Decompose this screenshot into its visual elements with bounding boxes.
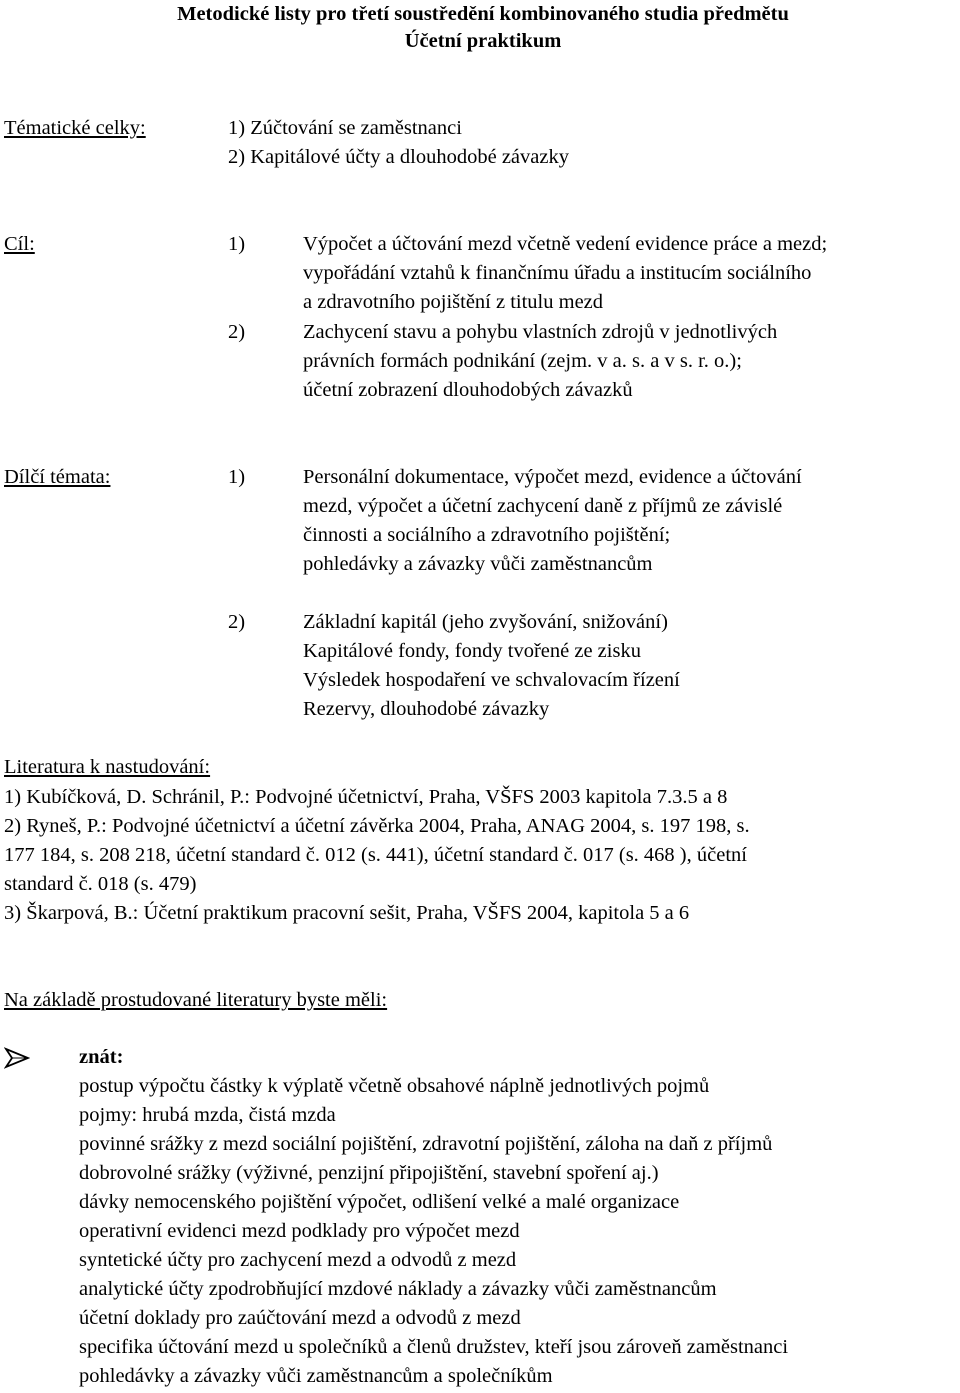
outcome-item: dobrovolné srážky (výživné, penzijní připojištění, stavební spoření aj.) [79,1162,659,1184]
thematic-unit-item: 2) Kapitálové účty a dlouhodobé závazky [228,146,569,168]
subtopics-label: Dílčí témata: [4,466,111,488]
subtopic-item-line: pohledávky a závazky vůči zaměstnancům [303,553,653,575]
outcome-item: účetní doklady pro zaúčtování mezd a odvodů z mezd [79,1307,521,1329]
thematic-unit-item: 1) Zúčtování se zaměstnanci [228,117,462,139]
goal-item-line: Zachycení stavu a pohybu vlastních zdrojů v jednotlivých [303,321,778,343]
page-subtitle: Účetní praktikum [404,30,562,52]
goal-item-number: 1) [228,233,246,255]
thematic-units-label: Tématické celky: [4,117,146,139]
goal-label: Cíl: [4,233,35,255]
outcome-item: pohledávky a závazky vůči zaměstnancům a společníkům [79,1365,553,1387]
goal-item-line: Výpočet a účtování mezd včetně vedení evidence práce a mezd; [303,233,828,255]
goal-item-line: účetní zobrazení dlouhodobých závazků [303,379,633,401]
outcomes-label: Na základě prostudované literatury byste měli: [4,989,388,1011]
outcome-item: analytické účty zpodrobňující mzdové náklady a závazky vůči zaměstnancům [79,1278,717,1300]
subtopic-item-number: 1) [228,466,246,488]
literature-line: 3) Škarpová, B.: Účetní praktikum pracovní sešit, Praha, VŠFS 2004, kapitola 5 a 6 [4,902,690,924]
outcome-item: postup výpočtu částky k výplatě včetně obsahové náplně jednotlivých pojmů [79,1075,710,1097]
literature-line: 1) Kubíčková, D. Schránil, P.: Podvojné účetnictví, Praha, VŠFS 2003 kapitola 7.3.5 a 8 [4,786,728,808]
literature-line: 177 184, s. 208 218, účetní standard č. 012 (s. 441), účetní standard č. 017 (s. 468 ), účetní [4,844,747,866]
goal-item-line: vypořádání vztahů k finančnímu úřadu a institucím sociálního [303,262,812,284]
goal-item-number: 2) [228,321,246,343]
outcome-item: povinné srážky z mezd sociální pojištění, zdravotní pojištění, záloha na daň z příjmů [79,1133,773,1155]
subtopic-item-line: Základní kapitál (jeho zvyšování, snižování) [303,611,668,633]
literature-line: standard č. 018 (s. 479) [4,873,197,895]
literature-line: 2) Ryneš, P.: Podvojné účetnictví a účetní závěrka 2004, Praha, ANAG 2004, s. 197 198, s. [4,815,750,837]
goal-item-line: právních formách podnikání (zejm. v a. s. a v s. r. o.); [303,350,742,372]
outcome-item: syntetické účty pro zachycení mezd a odvodů z mezd [79,1249,517,1271]
subtopic-item-line: činnosti a sociálního a zdravotního pojištění; [303,524,671,546]
outcome-item: operativní evidenci mezd podklady pro výpočet mezd [79,1220,520,1242]
page-title: Metodické listy pro třetí soustředění kombinovaného studia předmětu [177,3,789,25]
outcomes-heading: znát: [79,1046,124,1068]
outcome-item: pojmy: hrubá mzda, čistá mzda [79,1104,336,1126]
subtopic-item-line: mezd, výpočet a účetní zachycení daně z příjmů ze závislé [303,495,783,517]
subtopic-item-line: Personální dokumentace, výpočet mezd, evidence a účtování [303,466,802,488]
subtopic-item-line: Kapitálové fondy, fondy tvořené ze zisku [303,640,641,662]
outcome-item: specifika účtování mezd u společníků a členů družstev, kteří jsou zároveň zaměstnanci [79,1336,789,1358]
goal-item-line: a zdravotního pojištění z titulu mezd [303,291,604,313]
literature-label: Literatura k nastudování: [4,756,211,778]
subtopic-item-line: Rezervy, dlouhodobé závazky [303,698,550,720]
arrow-bullet-icon [4,1047,30,1069]
outcome-item: dávky nemocenského pojištění výpočet, odlišení velké a malé organizace [79,1191,680,1213]
subtopic-item-number: 2) [228,611,246,633]
subtopic-item-line: Výsledek hospodaření ve schvalovacím řízení [303,669,680,691]
